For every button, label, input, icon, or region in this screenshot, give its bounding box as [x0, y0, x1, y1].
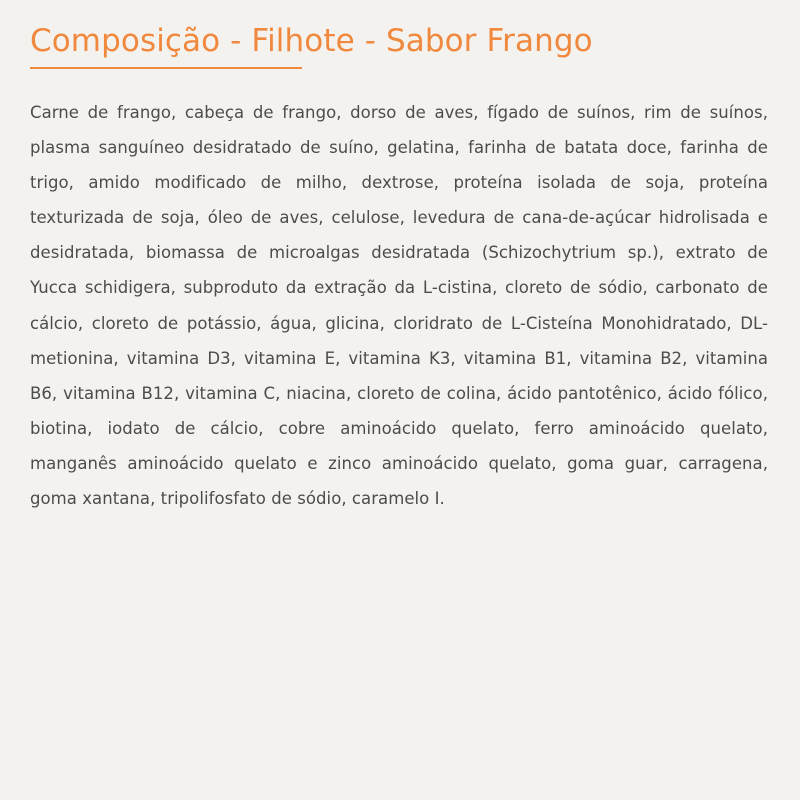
title-underline	[30, 67, 302, 69]
composition-ingredients-text: Carne de frango, cabeça de frango, dorso de aves, fígado de suínos, rim de suínos, plasma sanguíneo desidratado de suíno, gelatina, farinha de batata doce, farinha de trigo, amido modificado de milho, dextrose, proteína isolada de soja, proteína texturizada de soja, óleo de aves, celulose, levedura de cana-de-açúcar hidrolisada e desidratada, biomassa de microalgas desidratada (Schizochytrium sp.), extrato de Yucca schidigera, subproduto da extração da L-cistina, cloreto de sódio, carbonato de cálcio, cloreto de potássio, água, glicina, cloridrato de L-Cisteína Monohidratado, DL-metionina, vitamina D3, vitamina E, vitamina K3, vitamina B1, vitamina B2, vitamina B6, vitamina B12, vitamina C, niacina, cloreto de colina, ácido pantotênico, ácido fólico, biotina, iodato de cálcio, cobre aminoácido quelato, ferro aminoácido quelato, manganês aminoácido quelato e zinco aminoácido quelato, goma guar, carragena, goma xantana, tripolifosfato de sódio, caramelo I.	[30, 102, 768, 509]
page-title: Composição - Filhote - Sabor Frango	[30, 23, 593, 59]
